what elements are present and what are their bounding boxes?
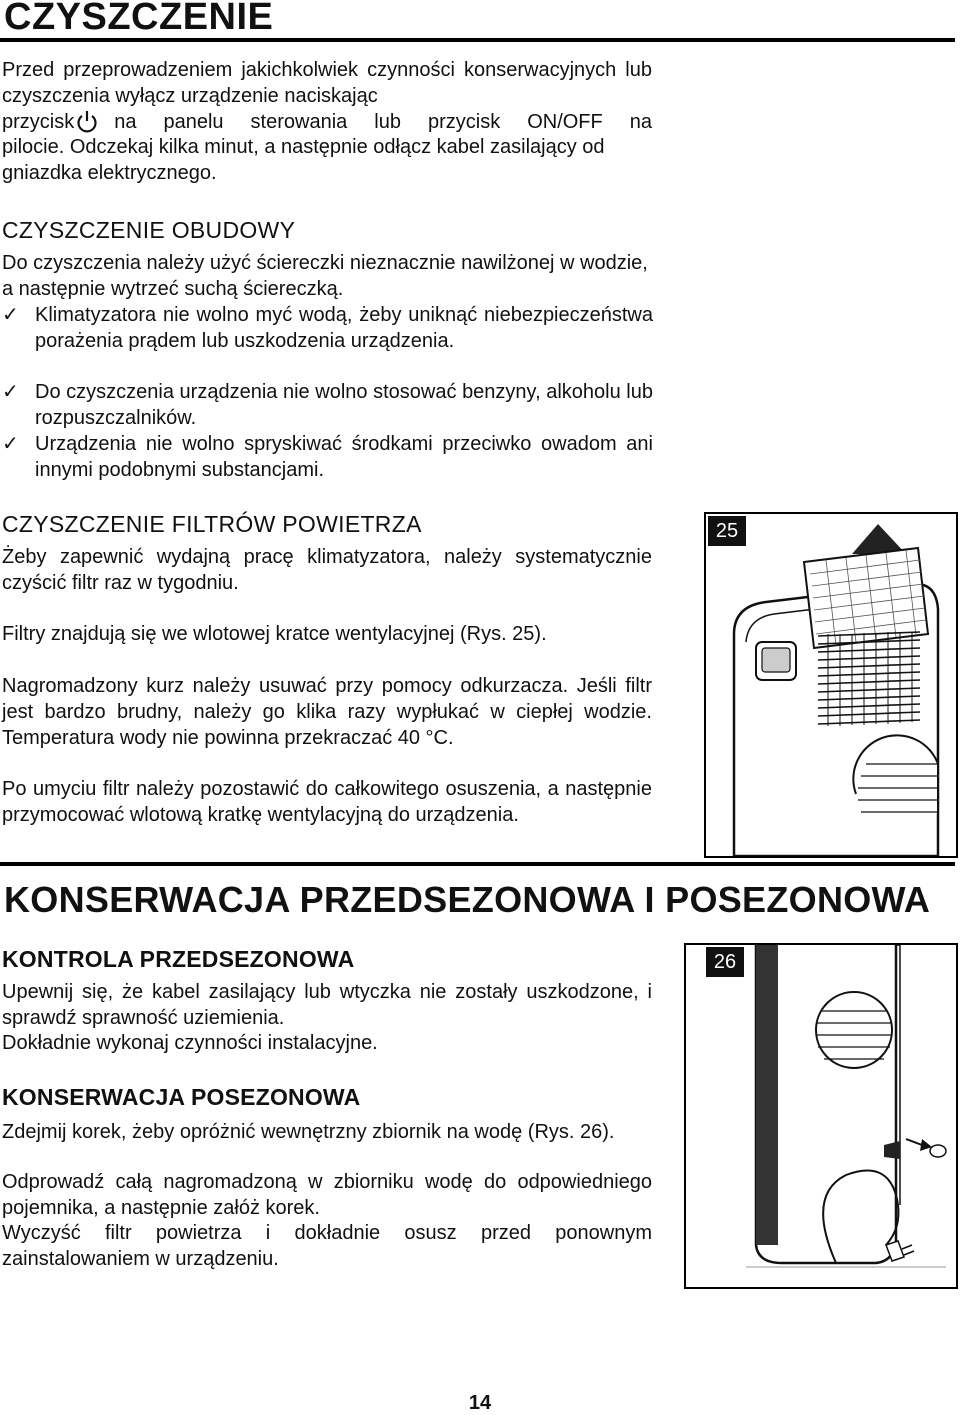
bullet-text: Do czyszczenia urządzenia nie wolno stosować benzyny, alkoholu lub rozpuszczalników. <box>35 381 653 429</box>
intro-line2-after: na panelu sterowania lub przycisk ON/OFF na <box>114 110 652 133</box>
filters-p1: Żeby zapewnić wydajną pracę klimatyzatora, należy systematycznie czyścić filtr raz w tygodniu. <box>2 546 652 594</box>
page-number: 14 <box>468 1392 492 1414</box>
figure-25-label: 25 <box>708 516 746 546</box>
post-season-p2: Odprowadź całą nagromadzoną w zbiorniku wodę do odpowiedniego pojemnika, a następnie załóż korek. <box>2 1171 652 1219</box>
figure-25-illustration <box>706 514 956 856</box>
check-icon: ✓ <box>2 381 19 403</box>
check-icon: ✓ <box>2 304 19 326</box>
bullet-text: Klimatyzatora nie wolno myć wodą, żeby uniknąć niebezpieczeństwa porażenia prądem lub uszkodzenia urządzenia. <box>35 304 653 352</box>
intro-line2-before: przycisk <box>2 110 75 133</box>
power-icon <box>74 110 100 134</box>
figure-26-illustration <box>686 945 956 1287</box>
figure-26-label: 26 <box>706 947 744 977</box>
filters-p4: Po umyciu filtr należy pozostawić do całkowitego osuszenia, a następnie przymocować wlotową kratkę wentylacyjną do urządzenia. <box>2 778 652 826</box>
post-season-heading: KONSERWACJA POSEZONOWA <box>2 1084 361 1110</box>
check-icon: ✓ <box>2 433 19 455</box>
post-season-p3: Wyczyść filtr powietrza i dokładnie osusz przed ponownym zainstalowaniem w urządzeniu. <box>2 1222 652 1270</box>
housing-text: Do czyszczenia należy użyć ściereczki nieznacznie nawilżonej w wodzie, a następnie wytrzeć suchą ściereczką. <box>2 252 648 300</box>
housing-bullets <box>2 303 654 483</box>
pre-season-p2: Dokładnie wykonaj czynności instalacyjne. <box>2 1032 378 1054</box>
intro-paragraph <box>2 58 652 187</box>
pre-season-heading: KONTROLA PRZEDSEZONOWA <box>2 946 355 972</box>
maintenance-rule <box>0 862 955 866</box>
intro-line3: pilocie. Odczekaj kilka minut, a następnie odłącz kabel zasilający od gniazdka elektrycznego. <box>2 136 605 185</box>
figure-25 <box>704 512 958 858</box>
bullet-text: Urządzenia nie wolno spryskiwać środkami przeciwko owadom ani innymi podobnymi substancjami. <box>35 433 653 481</box>
pre-season-p1: Upewnij się, że kabel zasilający lub wtyczka nie zostały uszkodzone, i sprawdź sprawność uziemienia. <box>2 981 652 1029</box>
intro-line1: Przed przeprowadzeniem jakichkolwiek czynności konserwacyjnych lub czyszczenia wyłącz urządzenie naciskając <box>2 59 652 107</box>
maintenance-heading: KONSERWACJA PRZEDSEZONOWA I POSEZONOWA <box>4 879 931 920</box>
figure-26 <box>684 943 958 1289</box>
post-season-p1: Zdejmij korek, żeby opróżnić wewnętrzny zbiornik na wodę (Rys. 26). <box>2 1121 615 1143</box>
title-rule <box>0 38 955 42</box>
filters-p2: Filtry znajdują się we wlotowej kratce wentylacyjnej (Rys. 25). <box>2 623 547 645</box>
page-title: CZYSZCZENIE <box>4 0 274 38</box>
intro-line2 <box>2 110 652 136</box>
filters-heading: CZYSZCZENIE FILTRÓW POWIETRZA <box>2 511 422 537</box>
housing-heading: CZYSZCZENIE OBUDOWY <box>2 217 296 243</box>
filters-p3: Nagromadzony kurz należy usuwać przy pomocy odkurzacza. Jeśli filtr jest bardzo brudny, należy go klika razy wypłukać w ciepłej wodzie. Temperatura wody nie powinna przekraczać 40 °C. <box>2 675 652 749</box>
